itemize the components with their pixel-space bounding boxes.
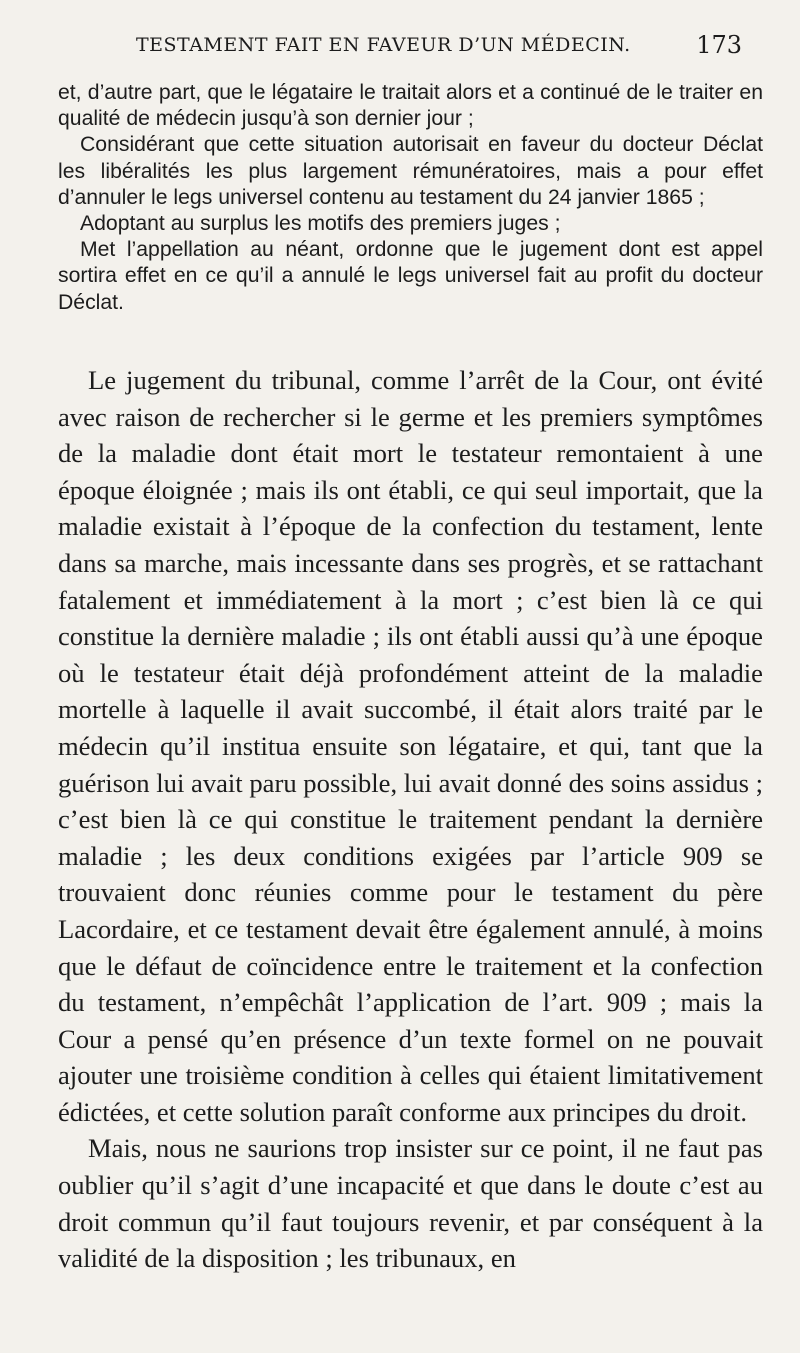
quote-paragraph: Adoptant au surplus les motifs des premiers juges ; [80,212,561,236]
quote-paragraph: Considérant que cette situation autorisait en faveur du docteur Déclat les libéralités les plus largement rémunératoires, mais a pour effet d’annuler le legs universel contenu au testament du 24 janvier 1865 ; [58,133,763,209]
body-paragraph: Le jugement du tribunal, comme l’arrêt de la Cour, ont évité avec raison de rechercher si le germe et les premiers symptômes de la maladie dont était mort le testateur remontaient à une époque éloignée ; mais ils ont établi, ce qui seul importait, que la maladie existait à l’époque de la confection du testament, lente dans sa marche, mais incessante dans ses progrès, et se rattachant fatalement et immédiatement à la mort ; c’est bien là ce qui constitue la dernière maladie ; ils ont établi aussi qu’à une époque où le testateur était déjà profondément atteint de la maladie mortelle à laquelle il avait succombé, il était alors traité par le médecin qu’il institua ensuite son légataire, et qui, tant que la guérison lui avait paru possible, lui avait donné des soins assidus ; c’est bien là ce qui constitue le traitement pendant la dernière maladie ; les deux conditions exigées par l’article 909 se trouvaient donc réunies comme pour le testament du père Lacordaire, et ce testament devait être également annulé, à moins que le défaut de coïncidence entre le traitement et la confection du testament, n’empêchât l’application de l’art. 909 ; mais la Cour a pensé qu’en présence d’un texte formel on ne pouvait ajouter une troisième condition à celles qui étaient limitativement édictées, et cette solution paraît conforme aux principes du droit. [58,365,763,1127]
page-number: 173 [696,31,742,59]
running-title: TESTAMENT FAIT EN FAVEUR D’UN MÉDECIN. [136,34,631,56]
body-paragraph: Mais, nous ne saurions trop insister sur ce point, il ne faut pas oublier qu’il s’agit d’une incapacité et que dans le doute c’est au droit commun qu’il faut toujours revenir, et par conséquent à la validité de la disposition ; les tribunaux, en [58,1133,763,1274]
quoted-judgment [58,80,763,316]
page-header [96,31,742,60]
quote-paragraph: et, d’autre part, que le légataire le traitait alors et a continué de le traiter en qualité de médecin jusqu’à son dernier jour ; [58,81,763,131]
quote-paragraph: Met l’appellation au néant, ordonne que le jugement dont est appel sortira effet en ce qu’il a annulé le legs universel fait au profit du docteur Déclat. [58,238,763,314]
body-text [58,362,763,1277]
